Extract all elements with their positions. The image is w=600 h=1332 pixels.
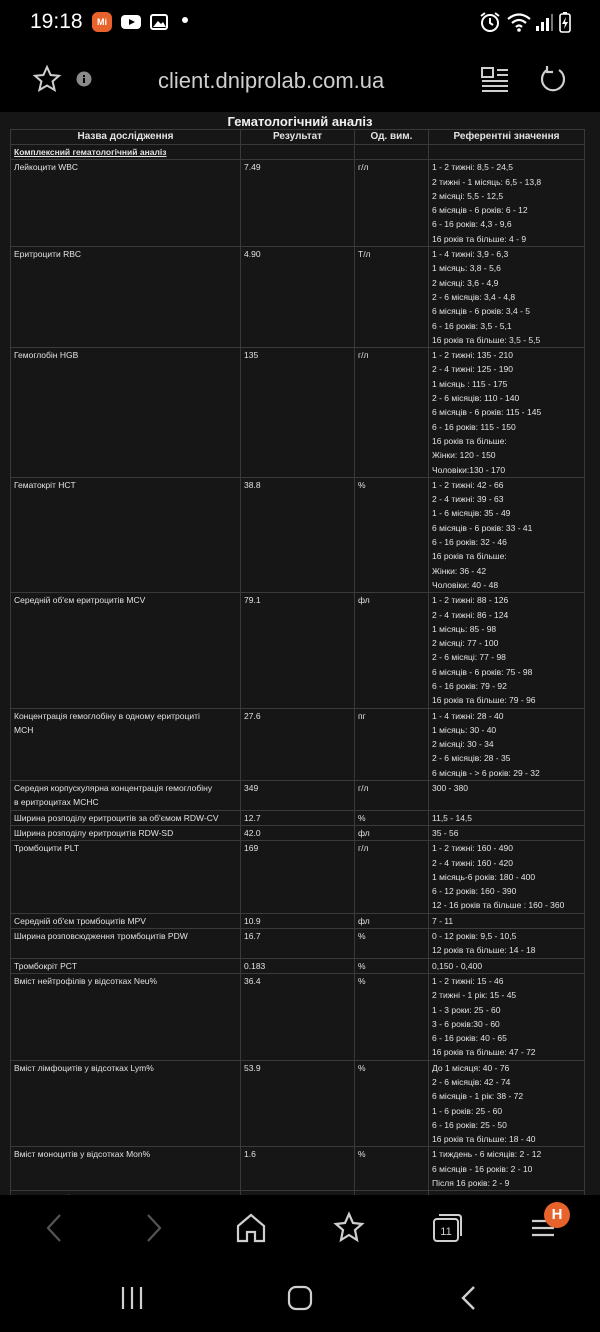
- reference-line: До 1 місяця: 40 - 76: [432, 1062, 510, 1073]
- unit-value: фл: [355, 825, 429, 840]
- reference-cell: [429, 810, 585, 825]
- star-bookmark-icon[interactable]: [32, 64, 62, 94]
- test-name-cell: [11, 593, 241, 708]
- test-name-cell: [11, 810, 241, 825]
- test-name: Ширина розповсюдження тромбоцитів PDW: [14, 931, 188, 942]
- table-row: [11, 593, 585, 708]
- test-name-cell: [11, 958, 241, 973]
- test-name: Середній об'єм тромбоцитів MPV: [14, 915, 146, 926]
- test-name: MCH: [14, 724, 34, 735]
- table-row: [11, 841, 585, 913]
- back-arrow-icon[interactable]: [40, 1211, 70, 1245]
- reference-line: 6 - 16 років: 32 - 46: [432, 537, 507, 548]
- table-row: [11, 810, 585, 825]
- table-row: [11, 929, 585, 959]
- test-name-cell: [11, 247, 241, 348]
- table-row: [11, 781, 585, 811]
- reference-line: 1 - 2 тижні: 42 - 66: [432, 479, 504, 490]
- gallery-icon: [150, 12, 168, 32]
- header-reference: Референтні значення: [429, 130, 585, 145]
- menu-badge: H: [544, 1202, 570, 1228]
- bookmarks-star-icon[interactable]: [332, 1211, 366, 1245]
- reference-line: 6 місяців - 1 рік: 38 - 72: [432, 1091, 524, 1102]
- url-field[interactable]: client.dniprolab.com.ua: [158, 68, 385, 93]
- test-name-cell: [11, 160, 241, 247]
- table-row: [11, 973, 585, 1060]
- system-back-icon[interactable]: [456, 1285, 482, 1311]
- web-page: [0, 112, 600, 1195]
- test-name-cell: [11, 477, 241, 592]
- system-nav-bar: [0, 1265, 600, 1332]
- table-header-row: [11, 130, 585, 145]
- svg-text:11: 11: [440, 1226, 452, 1238]
- table-row: [11, 825, 585, 840]
- unit-value: г/л: [355, 160, 429, 247]
- test-name-cell: [11, 1147, 241, 1191]
- test-name: в еритроцитах MCHC: [14, 797, 99, 808]
- reference-cell: [429, 913, 585, 928]
- test-name-cell: [11, 841, 241, 913]
- mi-app-icon: Mi: [92, 12, 112, 32]
- result-value: 79.1: [241, 593, 355, 708]
- table-row: [11, 348, 585, 478]
- reference-line: 1 - 4 тижні: 3,9 - 6,3: [432, 249, 509, 260]
- reference-line: 6 - 16 років: 25 - 50: [432, 1119, 507, 1130]
- reference-line: 35 - 56: [432, 827, 459, 838]
- reference-line: 16 років та більше: 79 - 96: [432, 695, 536, 706]
- reference-line: 6 - 16 років: 40 - 65: [432, 1033, 507, 1044]
- reference-line: 2 - 6 місяців: 110 - 140: [432, 393, 520, 404]
- test-name: Вміст лімфоцитів у відсотках Lym%: [14, 1062, 154, 1073]
- test-name-cell: [11, 929, 241, 959]
- reference-line: 6 місяців - 6 років: 3,4 - 5: [432, 306, 530, 317]
- reference-line: Чоловіки:130 - 170: [432, 464, 506, 475]
- unit-value: г/л: [355, 348, 429, 478]
- reference-line: 6 - 16 років: 115 - 150: [432, 421, 516, 432]
- test-name: Еритроцити RBC: [14, 249, 82, 260]
- reference-line: 1 - 2 тижні: 135 - 210: [432, 350, 513, 361]
- result-value: 10.9: [241, 913, 355, 928]
- table-row: [11, 477, 585, 592]
- result-value: 42.0: [241, 825, 355, 840]
- recent-apps-icon[interactable]: [118, 1285, 146, 1311]
- reference-line: 16 років та більше: 47 - 72: [432, 1047, 536, 1058]
- result-value: 53.9: [241, 1060, 355, 1147]
- test-name: Концентрація гемоглобіну в одному еритроциті: [14, 710, 200, 721]
- reference-line: 2 місяці: 30 - 34: [432, 739, 494, 750]
- reference-line: 1 - 2 тижні: 15 - 46: [432, 975, 504, 986]
- status-bar: [0, 0, 600, 46]
- page-title: Гематологічний аналіз: [227, 114, 373, 129]
- test-name-cell: [11, 348, 241, 478]
- home-button-icon[interactable]: [286, 1284, 314, 1312]
- results-table: [10, 129, 585, 1207]
- reference-line: Чоловіки: 40 - 48: [432, 579, 499, 590]
- unit-value: %: [355, 958, 429, 973]
- reference-line: 1 - 6 років: 25 - 60: [432, 1105, 503, 1116]
- unit-value: Т/л: [355, 247, 429, 348]
- unit-value: фл: [355, 913, 429, 928]
- test-name: Ширина розподілу еритроцитів за об'ємом RDW-CV: [14, 812, 219, 823]
- test-name-cell: [11, 973, 241, 1060]
- test-name: Вміст моноцитів у відсотках Mon%: [14, 1149, 151, 1160]
- test-name: Тромбоцити PLT: [14, 843, 80, 854]
- reference-line: 16 років та більше: 18 - 40: [432, 1134, 536, 1145]
- test-name-cell: [11, 913, 241, 928]
- reference-line: 2 - 6 місяців: 28 - 35: [432, 753, 511, 764]
- unit-value: г/л: [355, 841, 429, 913]
- reference-line: Жінки: 36 - 42: [432, 565, 487, 576]
- unit-value: %: [355, 1060, 429, 1147]
- reference-line: 2 - 6 місяців: 3,4 - 4,8: [432, 291, 516, 302]
- header-unit: Од. вим.: [355, 130, 429, 145]
- result-value: 27.6: [241, 708, 355, 780]
- result-value: 38.8: [241, 477, 355, 592]
- unit-value: %: [355, 477, 429, 592]
- reference-line: 1 місяць: 85 - 98: [432, 623, 497, 634]
- reference-cell: [429, 1060, 585, 1147]
- section-title: Комплексний гематологічний аналіз: [11, 145, 241, 160]
- unit-value: %: [355, 1147, 429, 1191]
- reference-line: 2 місяці: 3,6 - 4,9: [432, 277, 499, 288]
- status-time: 19:18: [30, 10, 83, 33]
- reference-cell: [429, 929, 585, 959]
- reference-line: 6 - 16 років: 3,5 - 5,1: [432, 320, 512, 331]
- header-test-name: Назва дослідження: [11, 130, 241, 145]
- result-value: 135: [241, 348, 355, 478]
- result-value: 0.183: [241, 958, 355, 973]
- test-name: Гематокріт HCT: [14, 479, 76, 490]
- battery-icon: [558, 11, 572, 33]
- unit-value: %: [355, 810, 429, 825]
- reference-line: 16 років та більше: 4 - 9: [432, 233, 527, 244]
- table-row: [11, 708, 585, 780]
- test-name: Ширина розподілу еритроцитів RDW-SD: [14, 827, 174, 838]
- reference-line: 1 місяць: 30 - 40: [432, 724, 497, 735]
- test-name-cell: [11, 825, 241, 840]
- reference-line: 2 тижні - 1 місяць: 6,5 - 13,8: [432, 176, 542, 187]
- reference-line: 1 - 4 тижні: 28 - 40: [432, 710, 504, 721]
- reference-line: 6 - 16 років: 4,3 - 9,6: [432, 219, 512, 230]
- signal-icon: [534, 11, 554, 33]
- reference-cell: [429, 1147, 585, 1191]
- forward-arrow-icon[interactable]: [138, 1211, 168, 1245]
- reference-line: Після 16 років: 2 - 9: [432, 1178, 510, 1189]
- reference-line: 2 тижні - 1 рік: 15 - 45: [432, 990, 517, 1001]
- reference-line: 6 місяців - 6 років: 75 - 98: [432, 666, 533, 677]
- test-name-cell: [11, 1060, 241, 1147]
- browser-address-bar: [0, 46, 600, 116]
- reference-cell: [429, 247, 585, 348]
- reference-line: 2 місяці: 77 - 100: [432, 638, 499, 649]
- tabs-icon[interactable]: [430, 1211, 464, 1245]
- reference-cell: [429, 160, 585, 247]
- reference-line: 12 - 16 років та більше : 160 - 360: [432, 900, 565, 911]
- table-row: [11, 958, 585, 973]
- result-value: 349: [241, 781, 355, 811]
- alarm-icon: [478, 11, 502, 33]
- reference-cell: [429, 958, 585, 973]
- test-name: Середній об'єм еритроцитів MCV: [14, 595, 146, 606]
- reference-line: 6 місяців - 16 років: 2 - 10: [432, 1163, 533, 1174]
- reference-line: 7 - 11: [432, 915, 454, 926]
- reference-line: 6 - 12 років: 160 - 390: [432, 886, 517, 897]
- info-icon[interactable]: [76, 71, 92, 87]
- reference-line: Жінки: 120 - 150: [432, 450, 496, 461]
- test-name: Тромбокріт PCT: [14, 960, 78, 971]
- table-row: [11, 1147, 585, 1191]
- reference-cell: [429, 593, 585, 708]
- reference-line: 1 місяць : 115 - 175: [432, 378, 508, 389]
- result-value: 1.6: [241, 1147, 355, 1191]
- unit-value: г/л: [355, 781, 429, 811]
- header-result: Результат: [241, 130, 355, 145]
- reference-cell: [429, 841, 585, 913]
- reference-line: 11,5 - 14,5: [432, 812, 473, 823]
- reader-mode-icon[interactable]: [480, 66, 510, 94]
- reference-line: 6 місяців - 6 років: 33 - 41: [432, 522, 533, 533]
- reference-cell: [429, 348, 585, 478]
- test-name-cell: [11, 781, 241, 811]
- reference-line: 6 місяців - 6 років: 6 - 12: [432, 205, 528, 216]
- browser-bottom-nav: [0, 1195, 600, 1265]
- reference-line: 1 - 3 роки: 25 - 60: [432, 1004, 501, 1015]
- unit-value: фл: [355, 593, 429, 708]
- reference-line: 6 місяців - 6 років: 115 - 145: [432, 407, 542, 418]
- reference-line: 2 - 4 тижні: 160 - 420: [432, 857, 513, 868]
- youtube-icon: [120, 12, 142, 32]
- reference-line: 0 - 12 років: 9,5 - 10,5: [432, 931, 517, 942]
- reference-line: 2 - 6 місяці: 77 - 98: [432, 652, 506, 663]
- notification-dot-icon: [182, 17, 188, 23]
- result-value: 16.7: [241, 929, 355, 959]
- unit-value: %: [355, 973, 429, 1060]
- reference-cell: [429, 477, 585, 592]
- reload-icon[interactable]: [538, 64, 568, 94]
- reference-line: 1 - 2 тижні: 8,5 - 24,5: [432, 162, 513, 173]
- result-value: 12.7: [241, 810, 355, 825]
- reference-line: 1 - 2 тижні: 88 - 126: [432, 595, 509, 606]
- reference-line: 1 місяць-6 років: 180 - 400: [432, 871, 536, 882]
- table-row: [11, 1060, 585, 1147]
- unit-value: пг: [355, 708, 429, 780]
- reference-line: 1 - 2 тижні: 160 - 490: [432, 843, 513, 854]
- test-name: Вміст нейтрофілів у відсотках Neu%: [14, 975, 158, 986]
- reference-line: 6 - 16 років: 79 - 92: [432, 680, 507, 691]
- unit-value: %: [355, 929, 429, 959]
- reference-line: 3 - 6 років:30 - 60: [432, 1018, 500, 1029]
- reference-line: 16 років та більше:: [432, 435, 507, 446]
- test-name-cell: [11, 708, 241, 780]
- reference-cell: [429, 708, 585, 780]
- test-name: Лейкоцити WBC: [14, 162, 79, 173]
- reference-line: 1 - 6 місяців: 35 - 49: [432, 508, 511, 519]
- result-value: 36.4: [241, 973, 355, 1060]
- test-name: Гемоглобін HGB: [14, 350, 79, 361]
- reference-line: 12 років та більше: 14 - 18: [432, 945, 536, 956]
- reference-cell: [429, 825, 585, 840]
- result-value: 7.49: [241, 160, 355, 247]
- table-row: [11, 160, 585, 247]
- reference-cell: [429, 781, 585, 811]
- reference-line: 16 років та більше: 3,5 - 5,5: [432, 334, 541, 345]
- reference-line: 2 - 4 тижні: 39 - 63: [432, 494, 504, 505]
- table-row: [11, 913, 585, 928]
- section-row: [11, 145, 585, 160]
- reference-line: 300 - 380: [432, 783, 468, 794]
- home-icon[interactable]: [234, 1211, 268, 1245]
- reference-line: 16 років та більше:: [432, 551, 507, 562]
- wifi-icon: [506, 11, 532, 33]
- reference-line: 2 місяці: 5,5 - 12,5: [432, 190, 504, 201]
- table-row: [11, 247, 585, 348]
- reference-line: 0,150 - 0,400: [432, 960, 483, 971]
- test-name: Середня корпускулярна концентрація гемоглобіну: [14, 783, 213, 794]
- reference-line: 1 тиждень - 6 місяців: 2 - 12: [432, 1149, 542, 1160]
- result-value: 4.90: [241, 247, 355, 348]
- reference-line: 2 - 4 тижні: 125 - 190: [432, 364, 513, 375]
- result-value: 169: [241, 841, 355, 913]
- reference-cell: [429, 973, 585, 1060]
- reference-line: 2 - 4 тижні: 86 - 124: [432, 609, 509, 620]
- reference-line: 1 місяць: 3,8 - 5,6: [432, 263, 501, 274]
- reference-line: 6 місяців - > 6 років: 29 - 32: [432, 767, 540, 778]
- reference-line: 2 - 6 місяців: 42 - 74: [432, 1077, 511, 1087]
